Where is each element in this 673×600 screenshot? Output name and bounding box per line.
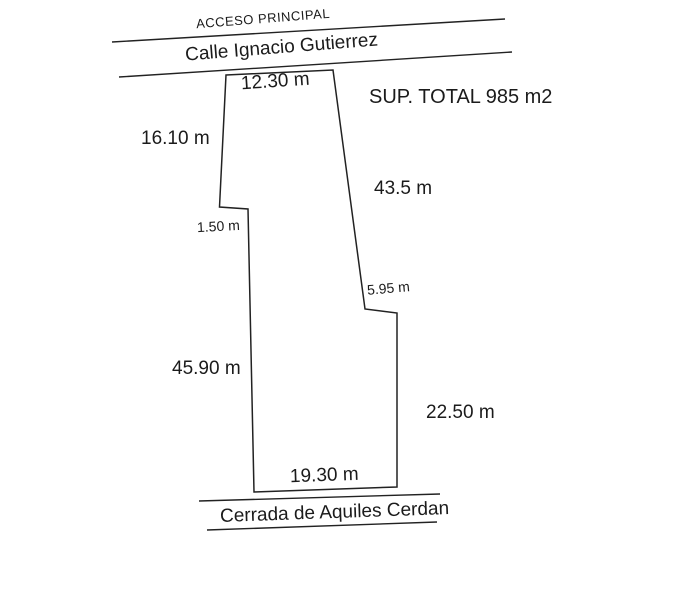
measurement-left-step: 1.50 m	[196, 216, 241, 236]
measurement-right-upper: 43.5 m	[374, 178, 433, 199]
measurement-bottom: 19.30 m	[289, 463, 359, 488]
bottom-street-name: Cerrada de Aquiles Cerdan	[219, 498, 450, 527]
measurement-left-lower: 45.90 m	[172, 358, 241, 379]
measurement-right-lower: 22.50 m	[426, 402, 495, 423]
total-area-label: SUP. TOTAL 985 m2	[369, 86, 553, 108]
measurement-right-step: 5.95 m	[366, 278, 411, 298]
top-street-name: Calle Ignacio Gutierrez	[184, 29, 379, 66]
measurement-left-upper: 16.10 m	[141, 128, 210, 149]
measurement-top: 12.30 m	[240, 68, 311, 95]
access-principal-label: ACCESO PRINCIPAL	[195, 5, 331, 32]
